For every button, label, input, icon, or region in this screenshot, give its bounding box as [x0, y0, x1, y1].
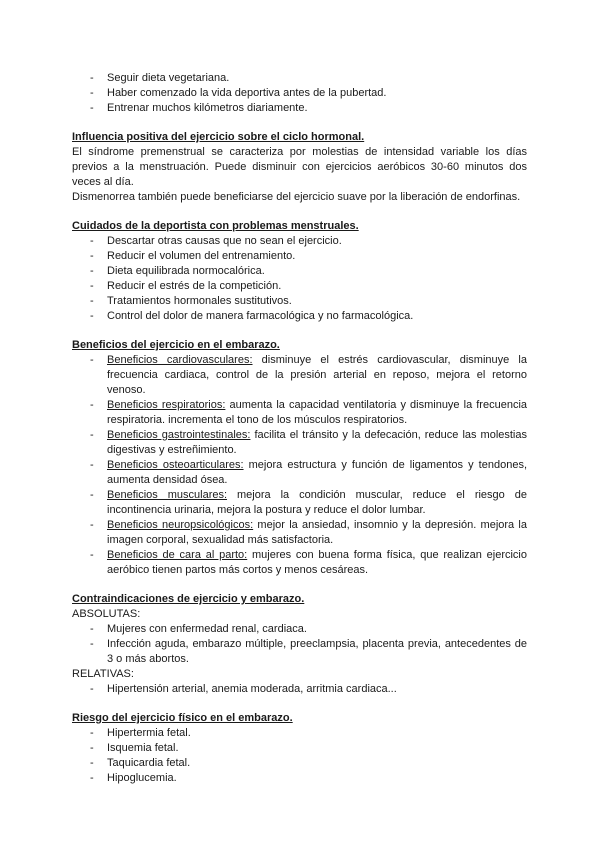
list-item: - Reducir el estrés de la competición.: [90, 280, 282, 292]
list-item: - Hipertensión arterial, anemia moderada, arritmia cardiaca...: [90, 683, 397, 695]
list-item: - Seguir dieta vegetariana.: [90, 72, 230, 84]
list-item: - Taquicardia fetal.: [90, 757, 191, 769]
list-item: - Beneficios de cara al parto: mujeres con buena forma física, que realizan ejercicio aeróbico tienen partos más cortos y menos cesáreas.: [90, 549, 527, 576]
benefit-term: Beneficios musculares:: [107, 489, 228, 501]
absolutas-list: [72, 622, 527, 667]
paragraph: Dismenorrea también puede beneficiarse del ejercicio suave por la liberación de endorfinas.: [72, 191, 521, 203]
list-item: - Haber comenzado la vida deportiva antes de la pubertad.: [90, 87, 387, 99]
list-item: - Reducir el volumen del entrenamiento.: [90, 250, 296, 262]
cuidados-list: [72, 234, 527, 324]
section-heading: Influencia positiva del ejercicio sobre el ciclo hormonal.: [72, 131, 365, 143]
list-item: - Beneficios respiratorios: aumenta la capacidad ventilatoria y disminuye la frecuencia respiratoria. incrementa el tono de los músculos respiratorios.: [90, 399, 528, 426]
list-item: - Tratamientos hormonales sustitutivos.: [90, 295, 292, 307]
list-item: - Hipertermia fetal.: [90, 727, 191, 739]
list-item: - Entrenar muchos kilómetros diariamente.: [90, 102, 308, 114]
benefit-term: Beneficios respiratorios:: [107, 399, 226, 411]
section-beneficios: [72, 338, 527, 578]
subheading-absolutas: ABSOLUTAS:: [72, 608, 141, 620]
list-item: - Beneficios musculares: mejora la condición muscular, reduce el riesgo de incontinencia urinaria, mejora la postura y reduce el dolor lumbar.: [90, 489, 527, 516]
list-item: - Control del dolor de manera farmacológica y no farmacológica.: [90, 310, 414, 322]
document-content: [72, 71, 527, 786]
list-item: - Dieta equilibrada normocalórica.: [90, 265, 265, 277]
list-item: - Beneficios osteoarticulares: mejora estructura y función de ligamentos y tendones, aumenta densidad ósea.: [90, 459, 527, 486]
section-heading: Riesgo del ejercicio físico en el embarazo.: [72, 712, 293, 724]
list-item: - Isquemia fetal.: [90, 742, 179, 754]
list-item: - Beneficios gastrointestinales: facilita el tránsito y la defecación, reduce las molestias digestivas y estreñimiento.: [90, 429, 527, 456]
list-item: - Hipoglucemia.: [90, 772, 177, 784]
benefit-term: Beneficios de cara al parto:: [107, 549, 248, 561]
section-contraindicaciones: [72, 592, 527, 697]
section-heading: Cuidados de la deportista con problemas menstruales.: [72, 220, 359, 232]
benefit-term: Beneficios osteoarticulares:: [107, 459, 244, 471]
list-item: - Mujeres con enfermedad renal, cardiaca.: [90, 623, 307, 635]
list-item: - Infección aguda, embarazo múltiple, preeclampsia, placenta previa, antecedentes de 3 o más abortos.: [90, 638, 527, 665]
dash-bullet: -: [90, 72, 94, 84]
section-heading: Contraindicaciones de ejercicio y embarazo.: [72, 593, 305, 605]
list-item: - Descartar otras causas que no sean el ejercicio.: [90, 235, 342, 247]
benefit-term: Beneficios cardiovasculares:: [107, 354, 253, 366]
beneficios-list: [72, 353, 527, 578]
riesgo-list: [72, 726, 527, 786]
dash-bullet: -: [90, 102, 94, 114]
relativas-list: [72, 682, 527, 697]
section-heading: Beneficios del ejercicio en el embarazo.: [72, 339, 280, 351]
section-riesgo: [72, 711, 527, 786]
list-item: - Beneficios cardiovasculares: disminuye el estrés cardiovascular, disminuye la frecuencia cardiaca, control de la presión arterial en reposo, mejora el retorno venoso.: [90, 354, 527, 396]
paragraph: El síndrome premenstrual se caracteriza por molestias de intensidad variable los días previos a la menstruación. Puede disminuir con ejercicios aeróbicos 30-60 minutos dos veces al día.: [72, 146, 527, 188]
intro-list: [72, 71, 527, 116]
section-influencia: [72, 130, 527, 205]
benefit-term: Beneficios gastrointestinales:: [107, 429, 251, 441]
dash-bullet: -: [90, 87, 94, 99]
subheading-relativas: RELATIVAS:: [72, 668, 134, 680]
list-item: - Beneficios neuropsicológicos: mejor la ansiedad, insomnio y la depresión. mejora la imagen corporal, sexualidad más satisfactoria.: [90, 519, 527, 546]
section-cuidados: [72, 219, 527, 324]
benefit-term: Beneficios neuropsicológicos:: [107, 519, 254, 531]
